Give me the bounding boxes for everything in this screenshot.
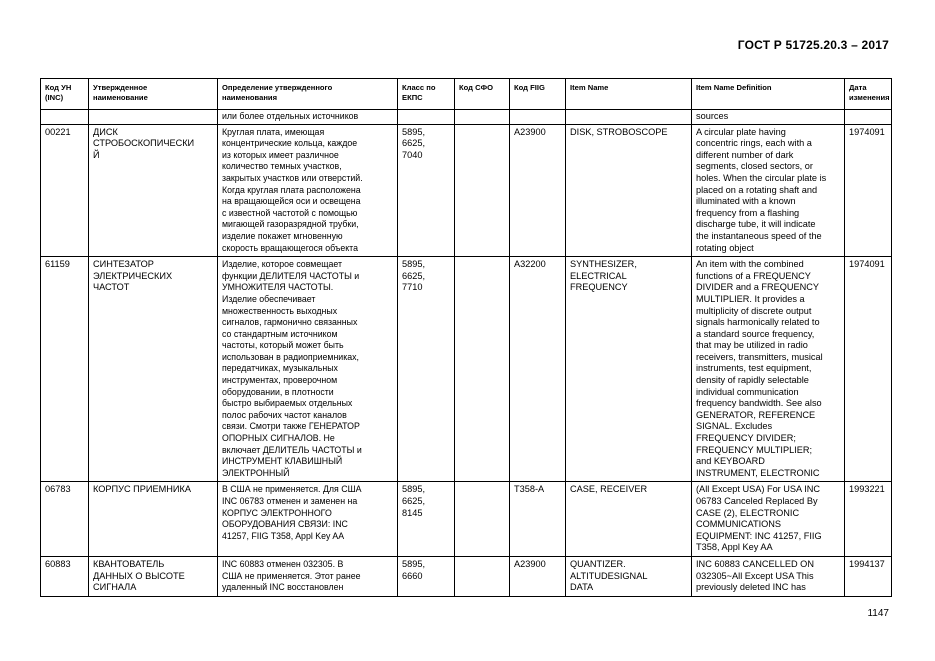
cell-ekps: 5895, 6625, 8145 — [398, 482, 455, 557]
classification-table — [40, 78, 892, 597]
cell-definition-en: A circular plate having concentric rings, each with a different number of dark segments, closed sectors, or holes. When the circular plate is placed on a rotating shaft and illuminated with a known frequency from a flashing discharge tube, it will indicate the instantaneous speed of the rotating object — [692, 124, 845, 257]
cell-definition-en: INC 60883 CANCELLED ON 032305~All Except USA This previously deleted INC has — [692, 556, 845, 596]
cell-date: 1974091 — [845, 124, 892, 257]
header-item-definition: Item Name Definition — [692, 79, 845, 110]
standard-code: ГОСТ Р 51725.20.3 – 2017 — [737, 38, 889, 52]
header-definition-ru: Определение утвержденного наименования — [218, 79, 398, 110]
header-name-ru: Утвержденное наименование — [89, 79, 218, 110]
cell-name-ru: КОРПУС ПРИЕМНИКА — [89, 482, 218, 557]
cell-date: 1974091 — [845, 257, 892, 482]
cell-definition-en: sources — [692, 110, 845, 125]
header-item-name: Item Name — [566, 79, 692, 110]
cell-ekps: 5895, 6625, 7040 — [398, 124, 455, 257]
cell-inc — [41, 110, 89, 125]
cell-fiig: T358-A — [510, 482, 566, 557]
cell-sfo — [455, 482, 510, 557]
cell-definition-ru: В США не применяется. Для США INC 06783 отменен и заменен на КОРПУС ЭЛЕКТРОННОГО ОБОРУДОВАНИЯ СВЯЗИ: INC 41257, FIIG T358, Appl Key AA — [218, 482, 398, 557]
cell-name-ru: ДИСК СТРОБОСКОПИЧЕСКИ Й — [89, 124, 218, 257]
cell-item-name: DISK, STROBOSCOPE — [566, 124, 692, 257]
cell-name-ru: КВАНТОВАТЕЛЬ ДАННЫХ О ВЫСОТЕ СИГНАЛА — [89, 556, 218, 596]
cell-definition-ru: INC 60883 отменен 032305. В США не применяется. Этот ранее удаленный INC восстановлен — [218, 556, 398, 596]
cell-inc: 60883 — [41, 556, 89, 596]
cell-ekps: 5895, 6625, 7710 — [398, 257, 455, 482]
header-ekps: Класс по ЕКПС — [398, 79, 455, 110]
cell-definition-en: An item with the combined functions of a FREQUENCY DIVIDER and a FREQUENCY MULTIPLIER. It provides a multiplicity of discrete output signals harmonically related to a standard source frequency, that may be utilized in radio receivers, transmitters, musical instruments, test equipment, density of rapidly selectable individual communication frequency bandwidth. See also GENERATOR, REFERENCE SIGNAL. Excludes FREQUENCY DIVIDER; FREQUENCY MULTIPLIER; and KEYBOARD INSTRUMENT, ELECTRONIC — [692, 257, 845, 482]
table-row — [41, 257, 892, 482]
table-row — [41, 124, 892, 257]
cell-sfo — [455, 124, 510, 257]
table-row — [41, 556, 892, 596]
cell-sfo — [455, 110, 510, 125]
cell-item-name: CASE, RECEIVER — [566, 482, 692, 557]
cell-date: 1994137 — [845, 556, 892, 596]
cell-fiig: A32200 — [510, 257, 566, 482]
table-header-row — [41, 79, 892, 110]
cell-sfo — [455, 556, 510, 596]
page-number: 1147 — [867, 608, 889, 619]
cell-inc: 61159 — [41, 257, 89, 482]
cell-definition-ru: Круглая плата, имеющая концентрические кольца, каждое из которых имеет различное количество темных участков, закрытых участков или отверстий. Когда круглая плата расположена на вращающейся оси и освещена с известной частотой с помощью мигающей газоразрядной трубки, изделие покажет мгновенную скорость вращающегося объекта — [218, 124, 398, 257]
cell-fiig — [510, 110, 566, 125]
cell-name-ru: СИНТЕЗАТОР ЭЛЕКТРИЧЕСКИХ ЧАСТОТ — [89, 257, 218, 482]
cell-definition-en: (All Except USA) For USA INC 06783 Canceled Replaced By CASE (2), ELECTRONIC COMMUNICATIONS EQUIPMENT: INC 41257, FIIG T358, Appl Key AA — [692, 482, 845, 557]
header-fiig: Код FIIG — [510, 79, 566, 110]
cell-item-name: SYNTHESIZER, ELECTRICAL FREQUENCY — [566, 257, 692, 482]
header-date: Дата изменения — [845, 79, 892, 110]
cell-definition-ru: или более отдельных источников — [218, 110, 398, 125]
cell-item-name — [566, 110, 692, 125]
cell-ekps — [398, 110, 455, 125]
cell-inc: 00221 — [41, 124, 89, 257]
header-sfo: Код СФО — [455, 79, 510, 110]
header-inc: Код УН (INC) — [41, 79, 89, 110]
cell-inc: 06783 — [41, 482, 89, 557]
cell-fiig: A23900 — [510, 556, 566, 596]
cell-date — [845, 110, 892, 125]
cell-name-ru — [89, 110, 218, 125]
table-row — [41, 482, 892, 557]
cell-item-name: QUANTIZER. ALTITUDESIGNAL DATA — [566, 556, 692, 596]
cell-definition-ru: Изделие, которое совмещает функции ДЕЛИТЕЛЯ ЧАСТОТЫ и УМНОЖИТЕЛЯ ЧАСТОТЫ. Изделие обеспечивает множественность выходных сигналов, гармонично связанных со стандартным источником частоты, который может быть использован в радиоприемниках, передатчиках, музыкальных инструментах, проверочном оборудовании, в плотности быстро выбираемых отдельных полос рабочих частот каналов связи. Смотри также ГЕНЕРАТОР ОПОРНЫХ СИГНАЛОВ. Не включает ДЕЛИТЕЛЬ ЧАСТОТЫ и ИНСТРУМЕНТ КЛАВИШНЫЙ ЭЛЕКТРОННЫЙ — [218, 257, 398, 482]
table-row-continuation — [41, 110, 892, 125]
cell-sfo — [455, 257, 510, 482]
cell-date: 1993221 — [845, 482, 892, 557]
cell-fiig: A23900 — [510, 124, 566, 257]
cell-ekps: 5895, 6660 — [398, 556, 455, 596]
